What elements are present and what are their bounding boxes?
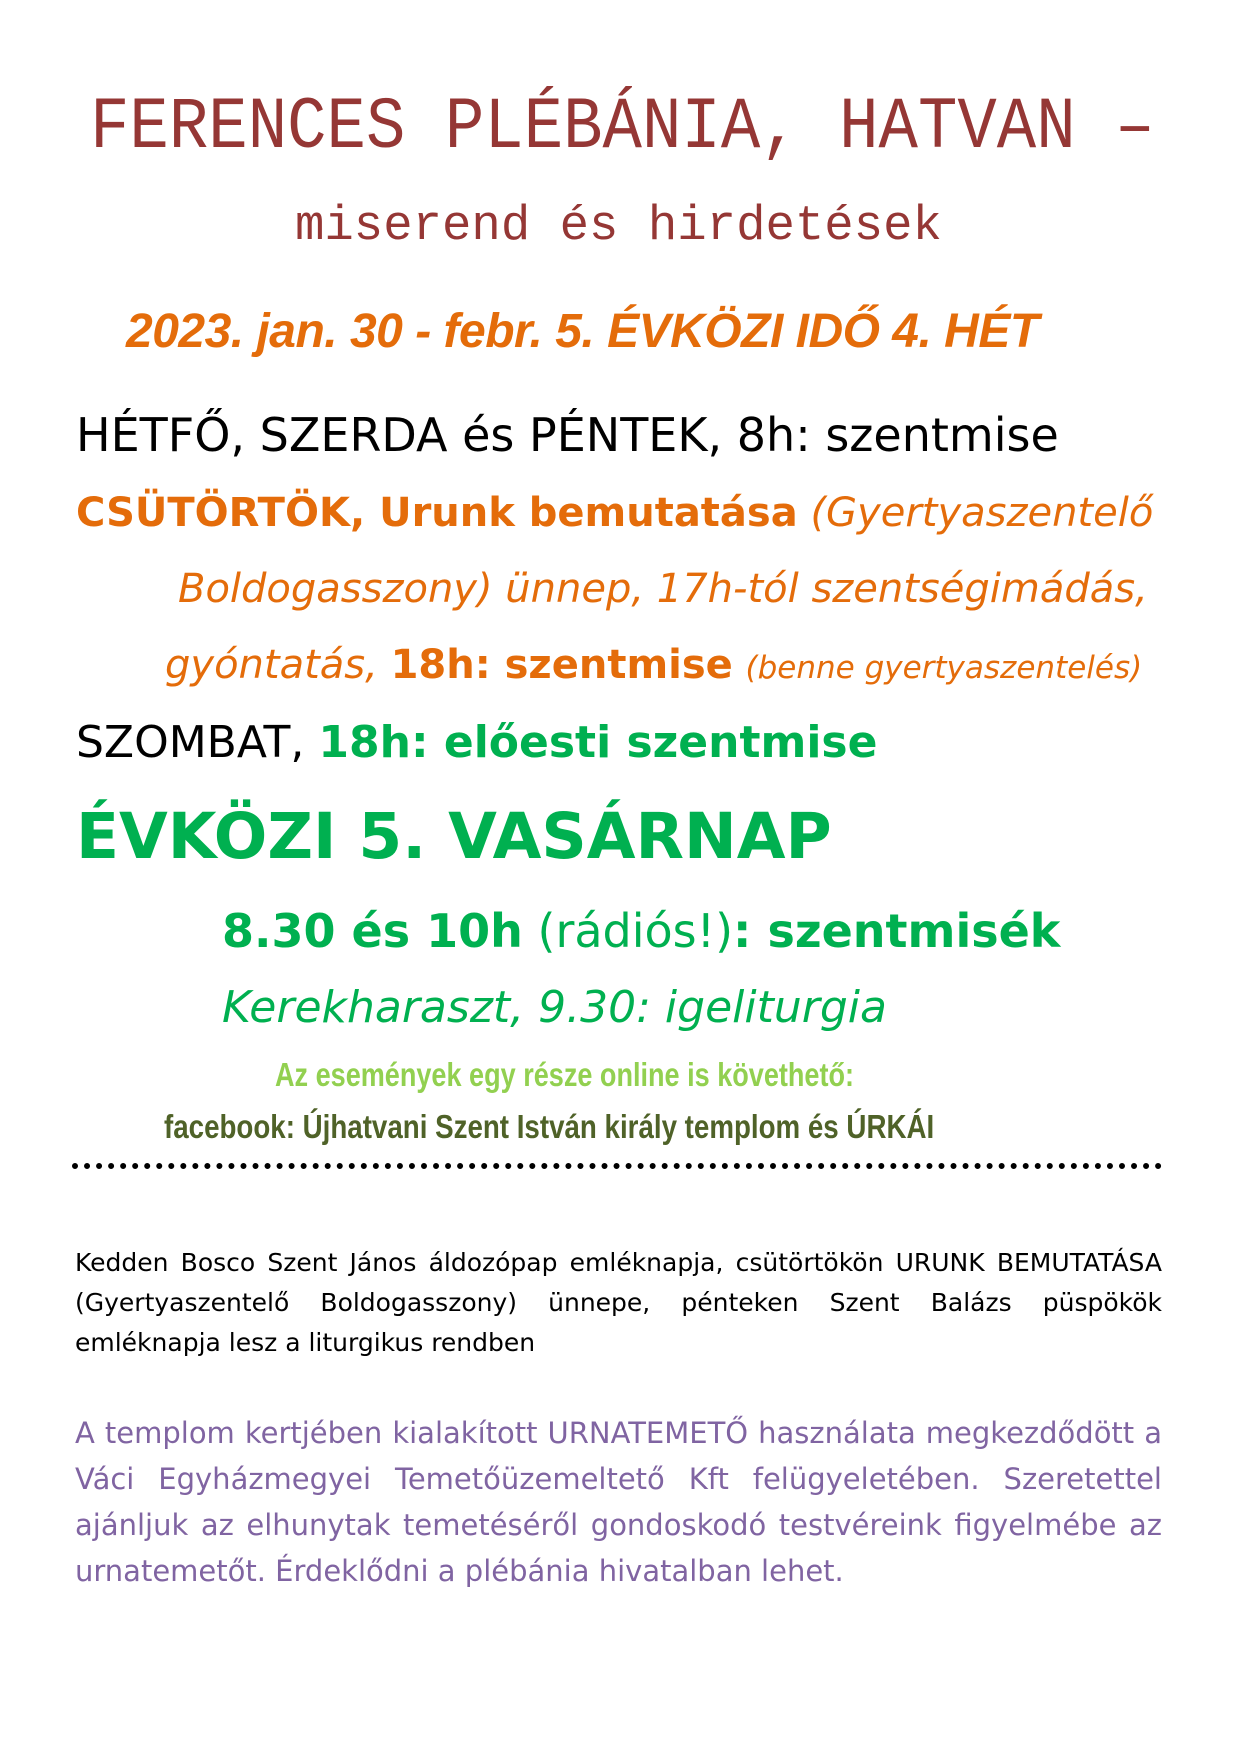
kerekharaszt-line: Kerekharaszt, 9.30: igeliturgia [222, 982, 887, 1033]
sunday-heading: ÉVKÖZI 5. VASÁRNAP [76, 800, 832, 873]
candle-blessing-note: (benne gyertyaszentelés) [745, 650, 1143, 686]
thursday-line-3 [165, 642, 1142, 688]
thursday-line-1 [76, 490, 1153, 536]
saturday-line [76, 717, 877, 768]
urn-cemetery-announcement: A templom kertjében kialakított URNATEMETŐ használata megkezdődött a Váci Egyházmegyei Temetőüzemeltető Kft felügyeletében. Szeretettel ajánljuk az elhunytak temetéséről gondoskodó testvéreink figyelmébe az urnatemetőt. Érdeklődni a plébánia hivatalban lehet. [75, 1416, 1162, 1588]
sunday-masses-line [222, 904, 1060, 958]
thursday-feast-alt-name: (Gyertyaszentelő [810, 490, 1154, 536]
saturday-mass: 18h: előesti szentmise [318, 717, 878, 768]
thursday-line-2: Boldogasszony) ünnep, 17h-tól szentségimádás, [178, 566, 1148, 612]
sunday-mass-times: 8.30 és 10h [222, 904, 523, 958]
thursday-feast: CSÜTÖRTÖK, Urunk bemutatása [76, 490, 798, 536]
saturday-label: SZOMBAT, [76, 717, 305, 768]
page-title: FERENCES PLÉBÁNIA, HATVAN – [90, 86, 1155, 169]
liturgy-announcement: Kedden Bosco Szent János áldozópap emléknapja, csütörtökön URUNK BEMUTATÁSA (Gyertyaszentelő Boldogasszony) ünnepe, pénteken Szent Balázs püspökök emléknapja lesz a liturgikus rendben [75, 1248, 1162, 1357]
online-note: Az események egy része online is követhető: [275, 1056, 855, 1093]
facebook-line: facebook: Újhatvani Szent István király templom és ÚRKÁI [164, 1108, 935, 1145]
page-subtitle: miserend és hirdetések [295, 198, 942, 254]
thursday-mass-time: 18h: szentmise [390, 642, 733, 688]
dotted-divider [72, 1163, 1162, 1169]
radio-note: (rádiós!) [537, 904, 734, 958]
week-heading: 2023. jan. 30 - febr. 5. ÉVKÖZI IDŐ 4. HÉT [126, 305, 1039, 358]
sunday-masses-label: : szentmisék [733, 904, 1061, 958]
weekday-masses: HÉTFŐ, SZERDA és PÉNTEK, 8h: szentmise [76, 408, 1059, 462]
confession-text: gyóntatás, [165, 642, 378, 688]
